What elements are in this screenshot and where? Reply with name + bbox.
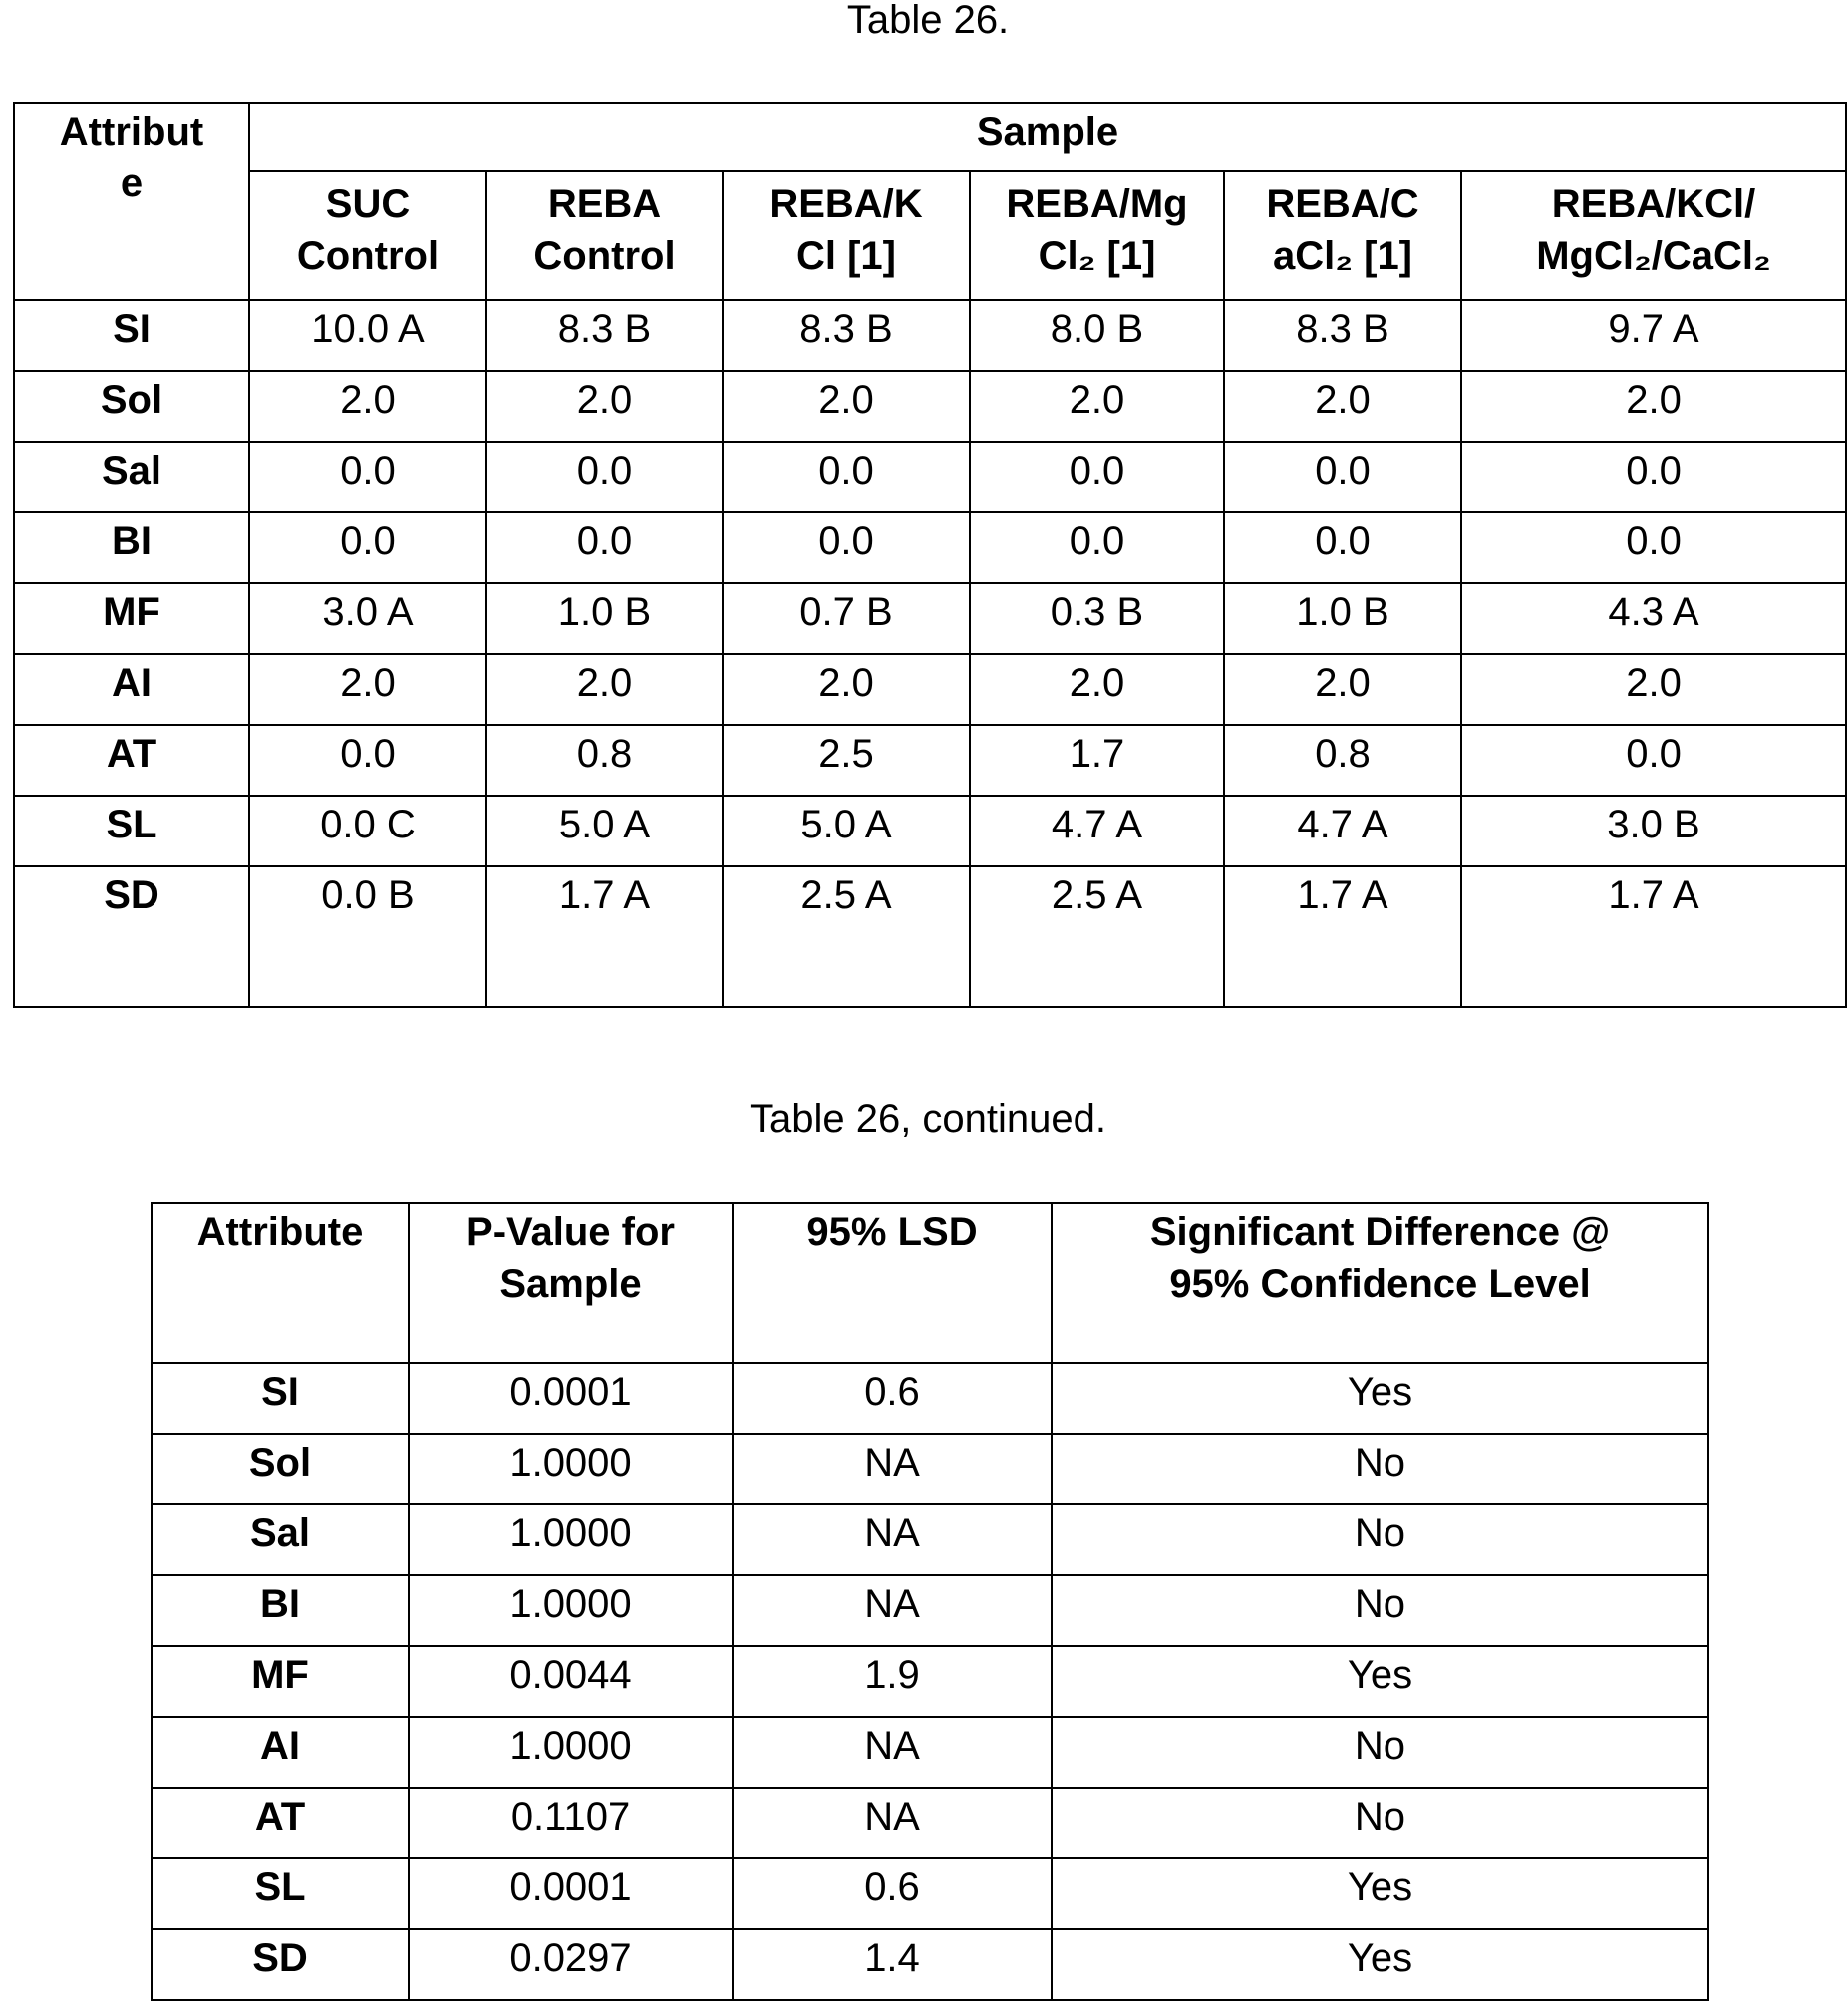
table-cell: 0.0 [1224,512,1461,583]
table-cell: 0.0 [1461,725,1846,796]
table-cell: 10.0 A [249,300,486,371]
table-row [152,1788,1708,1858]
table-cell: No [1052,1575,1708,1646]
column-header-line: Control [250,230,485,282]
table-cell: 2.0 [486,371,723,442]
table-cell: 1.4 [733,1929,1052,2000]
table-cell: NA [733,1504,1052,1575]
table-cell: 1.7 A [1461,866,1846,1007]
row-label: AT [14,725,249,796]
column-header [486,171,723,300]
table-cell: 0.6 [733,1858,1052,1929]
column-header [152,1203,409,1363]
table-row [152,1504,1708,1575]
table-cell: 2.0 [723,654,970,725]
table-cell: 1.7 A [1224,866,1461,1007]
table-cell: 4.7 A [1224,796,1461,866]
table-cell: 2.5 A [723,866,970,1007]
row-label: BI [152,1575,409,1646]
column-header-line: REBA/Mg [971,178,1223,230]
table-cell: 4.3 A [1461,583,1846,654]
table-row [14,512,1846,583]
table-cell: 5.0 A [486,796,723,866]
table-cell: 1.0000 [409,1434,733,1504]
table-row [14,654,1846,725]
table-cell: 3.0 A [249,583,486,654]
row-label: AI [152,1717,409,1788]
table-cell: 0.7 B [723,583,970,654]
column-header-line: 95% Confidence Level [1053,1258,1707,1310]
table-cell: 0.0 [970,442,1224,512]
table-cell: 8.3 B [1224,300,1461,371]
column-header-line: Control [487,230,722,282]
table-cell: 0.0 [1224,442,1461,512]
table-row [14,725,1846,796]
column-header-line: Significant Difference @ [1053,1206,1707,1258]
table-cell: 0.0 [970,512,1224,583]
table-row [14,866,1846,1007]
attribute-header [14,103,249,300]
table-cell: 0.0 C [249,796,486,866]
table-cell: 9.7 A [1461,300,1846,371]
table-cell: 1.0000 [409,1504,733,1575]
row-label: AI [14,654,249,725]
table-cell: 0.0044 [409,1646,733,1717]
table-cell: NA [733,1575,1052,1646]
column-header-line: Attribute [153,1206,408,1258]
table-cell: 1.7 A [486,866,723,1007]
sample-group-header: Sample [249,103,1846,171]
table-cell: 1.0000 [409,1575,733,1646]
row-label: AT [152,1788,409,1858]
table-cell: 0.8 [486,725,723,796]
table-row [14,583,1846,654]
table-row [152,1717,1708,1788]
column-header-line: REBA [487,178,722,230]
table-cell: 0.0 [486,442,723,512]
table-cell: Yes [1052,1858,1708,1929]
table-26-continued-title: Table 26, continued. [0,1097,1848,1142]
table-cell: 0.0 [486,512,723,583]
table-cell: 2.0 [970,371,1224,442]
table-cell: 0.3 B [970,583,1224,654]
table-cell: 1.0 B [486,583,723,654]
row-label: MF [152,1646,409,1717]
table-cell: NA [733,1434,1052,1504]
attribute-header-line: e [15,158,248,209]
table-cell: No [1052,1717,1708,1788]
table-cell: No [1052,1504,1708,1575]
table-row [14,371,1846,442]
table-cell: 0.0297 [409,1929,733,2000]
table-cell: NA [733,1717,1052,1788]
row-label: Sol [152,1434,409,1504]
table-row [14,796,1846,866]
table-cell: 0.0 [723,442,970,512]
row-label: SL [152,1858,409,1929]
row-label: Sal [14,442,249,512]
column-header-line: SUC [250,178,485,230]
column-header-line: Sample [410,1258,732,1310]
table-cell: 2.0 [1224,654,1461,725]
table-row [152,1646,1708,1717]
column-header [723,171,970,300]
table-cell: 8.0 B [970,300,1224,371]
table-row [152,1575,1708,1646]
table-26-continued [151,1202,1709,2001]
table-cell: 1.7 [970,725,1224,796]
table-cell: 0.0 [249,725,486,796]
table-cell: 4.7 A [970,796,1224,866]
table-row [152,1434,1708,1504]
column-header [1224,171,1461,300]
table-cell: 0.0 [249,442,486,512]
table-row [152,1363,1708,1434]
table-cell: 1.9 [733,1646,1052,1717]
column-header-line: REBA/C [1225,178,1460,230]
row-label: Sal [152,1504,409,1575]
table-cell: Yes [1052,1929,1708,2000]
table-cell: Yes [1052,1363,1708,1434]
table-cell: 0.0 [249,512,486,583]
table-cell: 5.0 A [723,796,970,866]
table-cell: 0.6 [733,1363,1052,1434]
column-header [733,1203,1052,1363]
row-label: SI [152,1363,409,1434]
table-row [152,1929,1708,2000]
table-cell: 0.0 [1461,442,1846,512]
table-cell: 2.0 [1461,371,1846,442]
table-26 [13,102,1847,1008]
row-label: SD [152,1929,409,2000]
table-cell: 0.0 [723,512,970,583]
column-header-line: P-Value for [410,1206,732,1258]
table-26-title: Table 26. [0,0,1848,43]
table-cell: 2.5 [723,725,970,796]
table-cell: 0.0 B [249,866,486,1007]
table-cell: 8.3 B [486,300,723,371]
table-cell: 2.0 [1224,371,1461,442]
table-cell: 0.8 [1224,725,1461,796]
table-row [152,1858,1708,1929]
table-cell: 3.0 B [1461,796,1846,866]
column-header-line: Cl₂ [1] [971,230,1223,282]
table-cell: 2.5 A [970,866,1224,1007]
table-cell: 2.0 [486,654,723,725]
table-cell: 8.3 B [723,300,970,371]
column-header-line: MgCl₂/CaCl₂ [1462,230,1845,282]
column-header-line: Cl [1] [724,230,969,282]
column-header [249,171,486,300]
column-header [409,1203,733,1363]
table-cell: 2.0 [723,371,970,442]
column-header-line: REBA/KCl/ [1462,178,1845,230]
row-label: Sol [14,371,249,442]
column-header-line: aCl₂ [1] [1225,230,1460,282]
table-cell: No [1052,1788,1708,1858]
table-cell: Yes [1052,1646,1708,1717]
row-label: SD [14,866,249,1007]
column-header [1052,1203,1708,1363]
row-label: SL [14,796,249,866]
table-cell: 2.0 [970,654,1224,725]
table-cell: 2.0 [249,371,486,442]
table-cell: 1.0 B [1224,583,1461,654]
row-label: BI [14,512,249,583]
row-label: MF [14,583,249,654]
table-cell: 0.1107 [409,1788,733,1858]
column-header [1461,171,1846,300]
table-cell: No [1052,1434,1708,1504]
column-header [970,171,1224,300]
table-cell: 1.0000 [409,1717,733,1788]
table-cell: NA [733,1788,1052,1858]
table-row [14,300,1846,371]
column-header-line: 95% LSD [734,1206,1051,1258]
table-cell: 2.0 [1461,654,1846,725]
table-row [14,442,1846,512]
table-cell: 0.0001 [409,1858,733,1929]
attribute-header-line: Attribut [15,106,248,158]
row-label: SI [14,300,249,371]
table-cell: 0.0 [1461,512,1846,583]
table-cell: 0.0001 [409,1363,733,1434]
column-header-line: REBA/K [724,178,969,230]
table-cell: 2.0 [249,654,486,725]
